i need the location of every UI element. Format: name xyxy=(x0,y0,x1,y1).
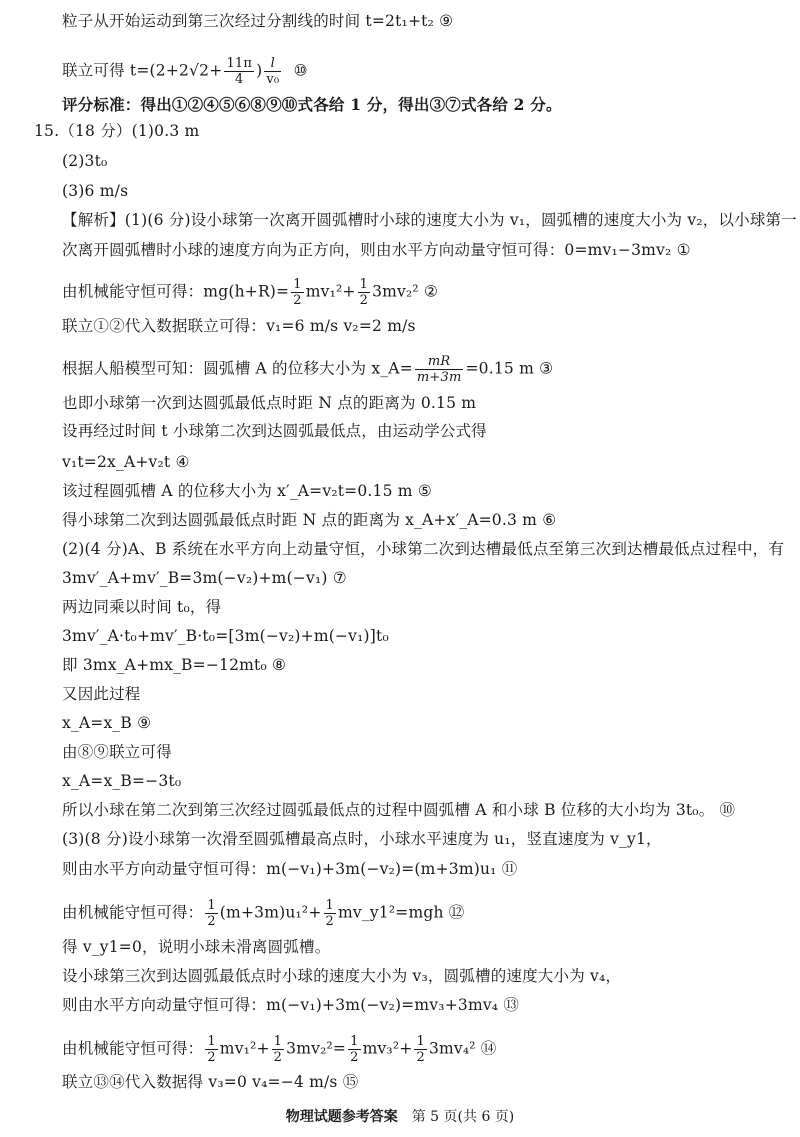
text-line: 所以小球在第二次到第三次经过圆弧最低点的过程中圆弧槽 A 和小球 B 位移的大小均为 3t₀。 ⑩ xyxy=(62,801,736,819)
formula-line: 由机械能守恒可得： $\frac{1}{2}$ (m+3m)u₁²+ $\frac{1}{2}$ mv_y1²=mgh ⑫ xyxy=(62,898,465,929)
text-line: 两边同乘以时间 t₀，得 xyxy=(62,598,222,616)
scoring-standard: 评分标准：得出①②④⑤⑥⑧⑨⑩式各给 1 分，得出③⑦式各给 2 分。 xyxy=(62,95,562,114)
fraction: $\frac{1}{2}$ xyxy=(207,1034,216,1065)
fraction: $\frac{1}{2}$ xyxy=(273,1034,283,1065)
answer-line: (2)3t₀ xyxy=(62,152,108,170)
text-line: x_A=x_B=−3t₀ xyxy=(62,772,182,790)
text-line: (2)(4 分)A、B 系统在水平方向上动量守恒，小球第二次到达槽最低点至第三次到达槽最低点过程中，有 xyxy=(62,540,785,558)
text-line: 3mv′_A·t₀+mv′_B·t₀=[3m(−v₂)+m(−v₁)]t₀ xyxy=(62,627,389,645)
text-line: 得小球第二次到达圆弧最低点时距 N 点的距离为 x_A+x′_A=0.3 m ⑥ xyxy=(62,511,557,529)
text-line: 设再经过时间 t 小球第二次到达圆弧最低点，由运动学公式得 xyxy=(62,422,487,440)
text-line: 即 3mx_A+mx_B=−12mt₀ ⑧ xyxy=(62,656,287,674)
text-line: 又因此过程 xyxy=(62,685,141,703)
text-line: 则由水平方向动量守恒可得：m(−v₁)+3m(−v₂)=mv₃+3mv₄ ⑬ xyxy=(62,996,520,1014)
text-line: 也即小球第一次到达圆弧最低点时距 N 点的距离为 0.15 m xyxy=(62,394,477,412)
text-line: 得 v_y1=0，说明小球未滑离圆弧槽。 xyxy=(62,938,331,956)
text-line: 由⑧⑨联立可得 xyxy=(62,743,172,761)
text-line: 联立⑬⑭代入数据得 v₃=0 v₄=−4 m/s ⑮ xyxy=(62,1073,359,1091)
text-line: 次离开圆弧槽时小球的速度方向为正方向，则由水平方向动量守恒可得：0=mv₁−3mv₂ ① xyxy=(62,241,691,259)
fraction: $\frac{mR}{m+3m}$ xyxy=(416,354,462,385)
formula-line: 根据人船模型可知：圆弧槽 A 的位移大小为 x_A= $\frac{mR}{m+3m}$ =0.15 m ③ xyxy=(62,354,554,385)
formula-line: 由机械能守恒可得：mg(h+R)= $\frac{1}{2}$ mv₁²+ $\frac{1}{2}$ 3mv₂² ② xyxy=(62,277,439,308)
analysis-line: 【解析】(1)(6 分)设小球第一次离开圆弧槽时小球的速度大小为 v₁，圆弧槽的速度大小为 v₂，以小球第一 xyxy=(62,211,797,229)
fraction: $\frac{l}{\text{v₀}}$ xyxy=(266,56,280,87)
text-line: x_A=x_B ⑨ xyxy=(62,714,152,732)
text-line: 则由水平方向动量守恒可得：m(−v₁)+3m(−v₂)=(m+3m)u₁ ⑪ xyxy=(62,860,518,878)
text-line: (3)(8 分)设小球第一次滑至圆弧槽最高点时，小球水平速度为 u₁，竖直速度为 v_y1， xyxy=(62,830,662,848)
fraction: $\frac{11\pi}{4}$ xyxy=(226,56,253,87)
text-line: 粒子从开始运动到第三次经过分割线的时间 t=2t₁+t₂ ⑨ xyxy=(62,12,454,30)
footer-title: 物理试题参考答案 xyxy=(285,1109,398,1125)
text-line: 联立①②代入数据联立可得：v₁=6 m/s v₂=2 m/s xyxy=(62,317,416,335)
fraction: $\frac{1}{2}$ xyxy=(293,277,302,308)
text-line: 设小球第三次到达圆弧最低点时小球的速度大小为 v₃，圆弧槽的速度大小为 v₄， xyxy=(62,967,622,985)
fraction: $\frac{1}{2}$ xyxy=(359,277,369,308)
text-line: 该过程圆弧槽 A 的位移大小为 x′_A=v₂t=0.15 m ⑤ xyxy=(62,482,432,500)
text-line: 3mv′_A+mv′_B=3m(−v₂)+m(−v₁) ⑦ xyxy=(62,569,347,587)
question-heading: 15.（18 分）(1)0.3 m xyxy=(34,122,200,140)
formula-line: 由机械能守恒可得： $\frac{1}{2}$ mv₁²+ $\frac{1}{2}$ 3mv₂²= $\frac{1}{2}$ mv₃²+ $\frac{1}{2}$ 3mv₄² ⑭ xyxy=(62,1034,497,1065)
fraction: $\frac{1}{2}$ xyxy=(350,1034,359,1065)
fraction: $\frac{1}{2}$ xyxy=(416,1034,425,1065)
page-footer xyxy=(0,1106,800,1126)
formula-line: 联立可得 t=(2+2√2+ $\frac{11\pi}{4}$ ) $\frac{l}{\text{v₀}}$ ⑩ xyxy=(62,56,308,87)
text-line: v₁t=2x_A+v₂t ④ xyxy=(62,453,190,471)
page-number: 第 5 页(共 6 页) xyxy=(411,1109,515,1125)
fraction: $\frac{1}{2}$ xyxy=(325,898,335,929)
answer-line: (3)6 m/s xyxy=(62,182,129,200)
fraction: $\frac{1}{2}$ xyxy=(207,898,216,929)
